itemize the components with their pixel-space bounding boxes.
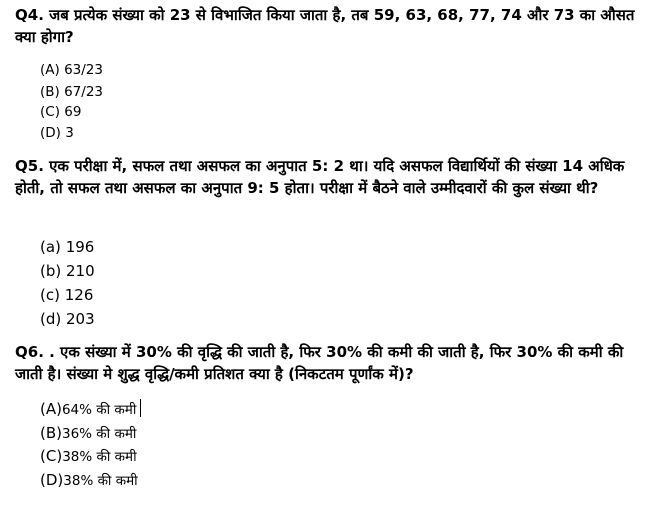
option-q4-a: [40, 60, 103, 80]
option-value: 38% की कमी: [63, 473, 138, 489]
option-label: (B): [40, 424, 62, 442]
option-value: 126: [64, 286, 94, 304]
option-label: (A): [40, 62, 60, 78]
option-label: (C): [40, 104, 60, 120]
option-value: 38% की कमी: [62, 449, 137, 465]
question-q4: Q4. जब प्रत्येक संख्या को 23 से विभाजित किया जाता है, तब 59, 63, 68, 77, 74 और 73 का औसत क्या होगा?: [15, 6, 635, 46]
option-value: 36% की कमी: [62, 426, 137, 442]
question-q6: Q6. . एक संख्या में 30% की वृद्धि की जाती है, फिर 30% की कमी की जाती है, फिर 30% की कमी की जाती है। संख्या मे शुद्ध वृद्धि/कमी प्रतिशत क्या है (निकटतम पूर्णांक में)?: [15, 343, 624, 383]
option-label: (b): [40, 262, 62, 280]
option-label: (D): [40, 125, 61, 141]
question-q5: Q5. एक परीक्षा में, सफल तथा असफल का अनुपात 5: 2 था। यदि असफल विद्यार्थियों की संख्या 14 अधिक होती, तो सफल तथा असफल का अनुपात 9: 5 होता। परीक्षा में बैठने वाले उम्मीदवारों की कुल संख्या थी?: [15, 157, 625, 197]
option-value: 210: [66, 262, 95, 280]
option-q6-d: [40, 470, 138, 491]
option-q5-a: [40, 236, 94, 258]
option-label: (c): [40, 286, 60, 304]
option-label: (B): [40, 84, 60, 100]
option-q6-c: [40, 446, 137, 467]
option-q4-d: [40, 123, 74, 143]
option-label: (A): [40, 400, 62, 418]
option-q6-a: [40, 399, 141, 420]
option-q5-d: [40, 308, 95, 330]
option-q6-b: [40, 423, 136, 444]
option-value: 63/23: [64, 62, 103, 78]
option-label: (C): [40, 447, 63, 465]
text-cursor: [140, 399, 141, 417]
option-q4-c: [40, 102, 81, 122]
option-q5-c: [40, 284, 93, 306]
option-value: 67/23: [64, 84, 103, 100]
option-label: (d): [40, 310, 62, 328]
option-label: (D): [40, 471, 64, 489]
option-value: 64% की कमी: [61, 402, 137, 418]
option-q5-b: [40, 260, 95, 282]
option-value: 196: [65, 238, 95, 256]
option-value: 203: [66, 310, 95, 328]
option-q4-b: [40, 82, 103, 102]
option-value: 3: [65, 125, 74, 141]
option-value: 69: [64, 104, 82, 120]
option-label: (a): [40, 238, 61, 256]
